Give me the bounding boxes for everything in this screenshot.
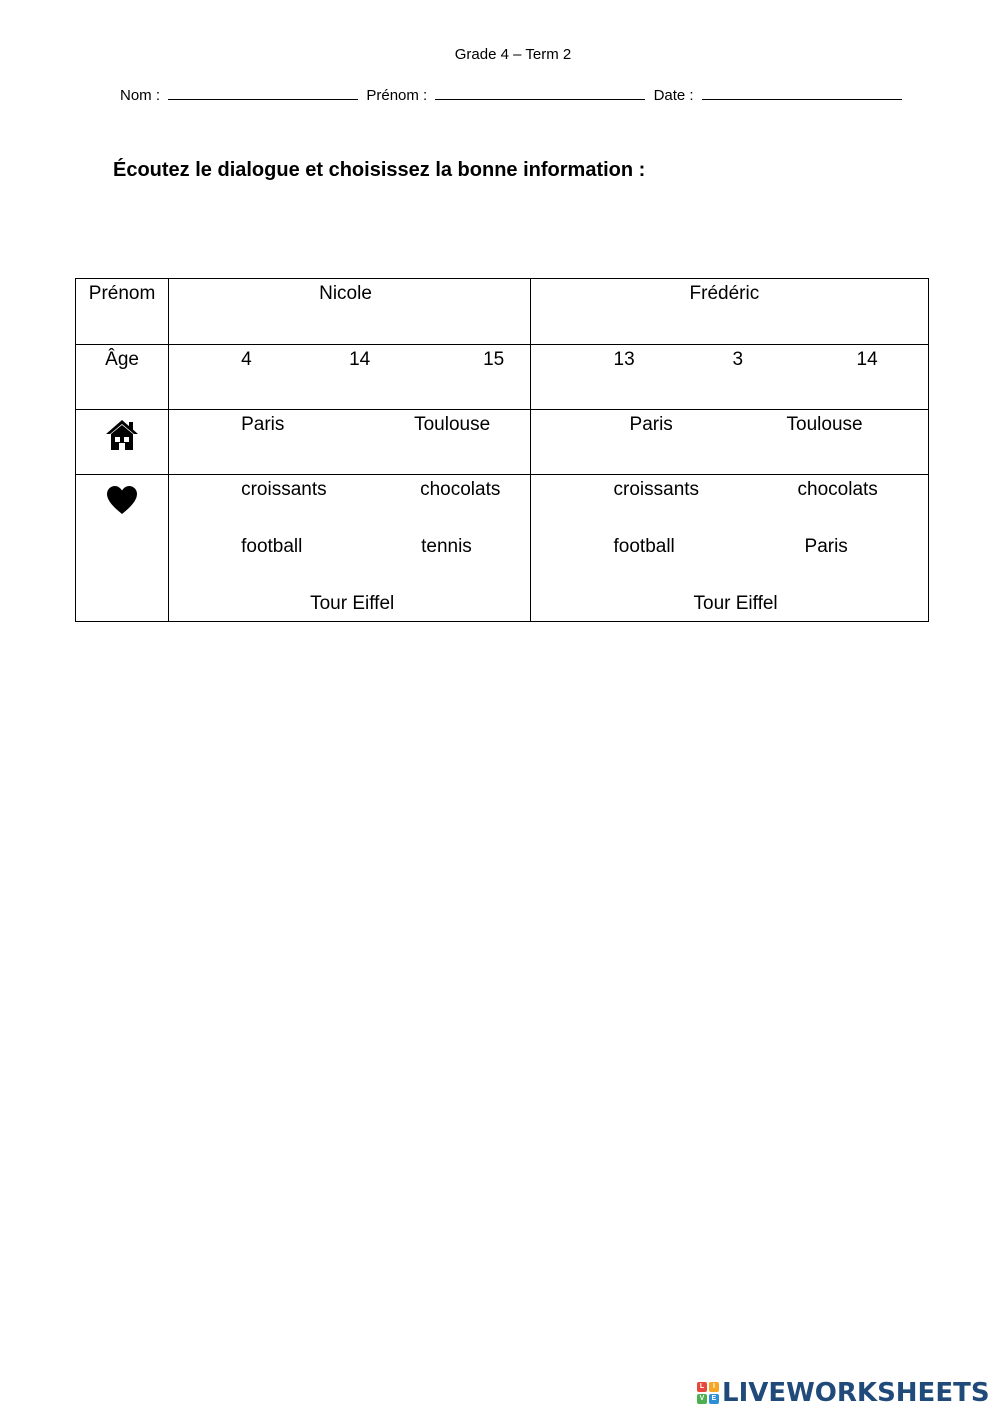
logo-letter: E [709,1394,719,1404]
nicole-age-option[interactable]: 15 [483,349,505,370]
frederic-age-option[interactable]: 3 [732,349,744,370]
row-label-home [76,410,169,475]
cell-frederic-name [530,279,928,345]
frederic-like-option[interactable]: croissants [613,479,700,500]
logo-letter: I [709,1382,719,1392]
frederic-like-option[interactable]: Tour Eiffel [693,593,778,614]
frederic-like-option[interactable]: football [613,536,675,557]
liveworksheets-logo [697,1378,990,1408]
nicole-like-option[interactable]: Tour Eiffel [310,593,395,614]
table-row-names [76,279,929,345]
heart-icon [106,485,138,515]
listening-answer-table [75,278,929,622]
house-icon [104,418,140,452]
cell-frederic-ages [530,345,928,410]
nicole-like-option[interactable]: tennis [421,536,472,557]
table-row-cities [76,410,929,475]
table-row-likes [76,475,929,622]
logo-text: LIVEWORKSHEETS [722,1378,990,1408]
nicole-age-option[interactable]: 4 [241,349,252,370]
table-row-ages [76,345,929,410]
worksheet-grade-title: Grade 4 – Term 2 [454,46,572,63]
nicole-city-option[interactable]: Toulouse [414,414,491,435]
prenom-label: Prénom : [366,87,428,104]
nicole-name: Nicole [319,283,372,304]
nicole-like-option[interactable]: croissants [241,479,327,500]
frederic-like-option[interactable]: chocolats [797,479,878,500]
prenom-field[interactable] [435,85,645,100]
frederic-age-option[interactable]: 13 [613,349,635,370]
frederic-age-option[interactable]: 14 [856,349,878,370]
student-info-fields [120,85,906,104]
nom-label: Nom : [120,87,161,104]
frederic-city-option[interactable]: Toulouse [786,414,863,435]
nicole-age-option[interactable]: 14 [349,349,371,370]
nicole-like-option[interactable]: chocolats [420,479,501,500]
logo-letter: L [697,1382,707,1392]
nicole-like-option[interactable]: football [241,536,303,557]
cell-nicole-ages [169,345,530,410]
cell-nicole-name [169,279,530,345]
logo-letter: V [697,1394,707,1404]
cell-frederic-cities [530,410,928,475]
date-label: Date : [653,87,694,104]
date-field[interactable] [702,85,902,100]
logo-mark-icon [697,1382,719,1404]
row-label-age: Âge [76,345,169,410]
row-label-prenom: Prénom [76,279,169,345]
frederic-name: Frédéric [689,283,760,304]
nicole-city-option[interactable]: Paris [241,414,285,435]
cell-nicole-likes [169,475,530,622]
instruction-heading: Écoutez le dialogue et choisissez la bonne information : [113,159,646,181]
cell-frederic-likes [530,475,928,622]
frederic-city-option[interactable]: Paris [629,414,673,435]
frederic-like-option[interactable]: Paris [804,536,848,557]
row-label-likes [76,475,169,622]
cell-nicole-cities [169,410,530,475]
nom-field[interactable] [168,85,358,100]
